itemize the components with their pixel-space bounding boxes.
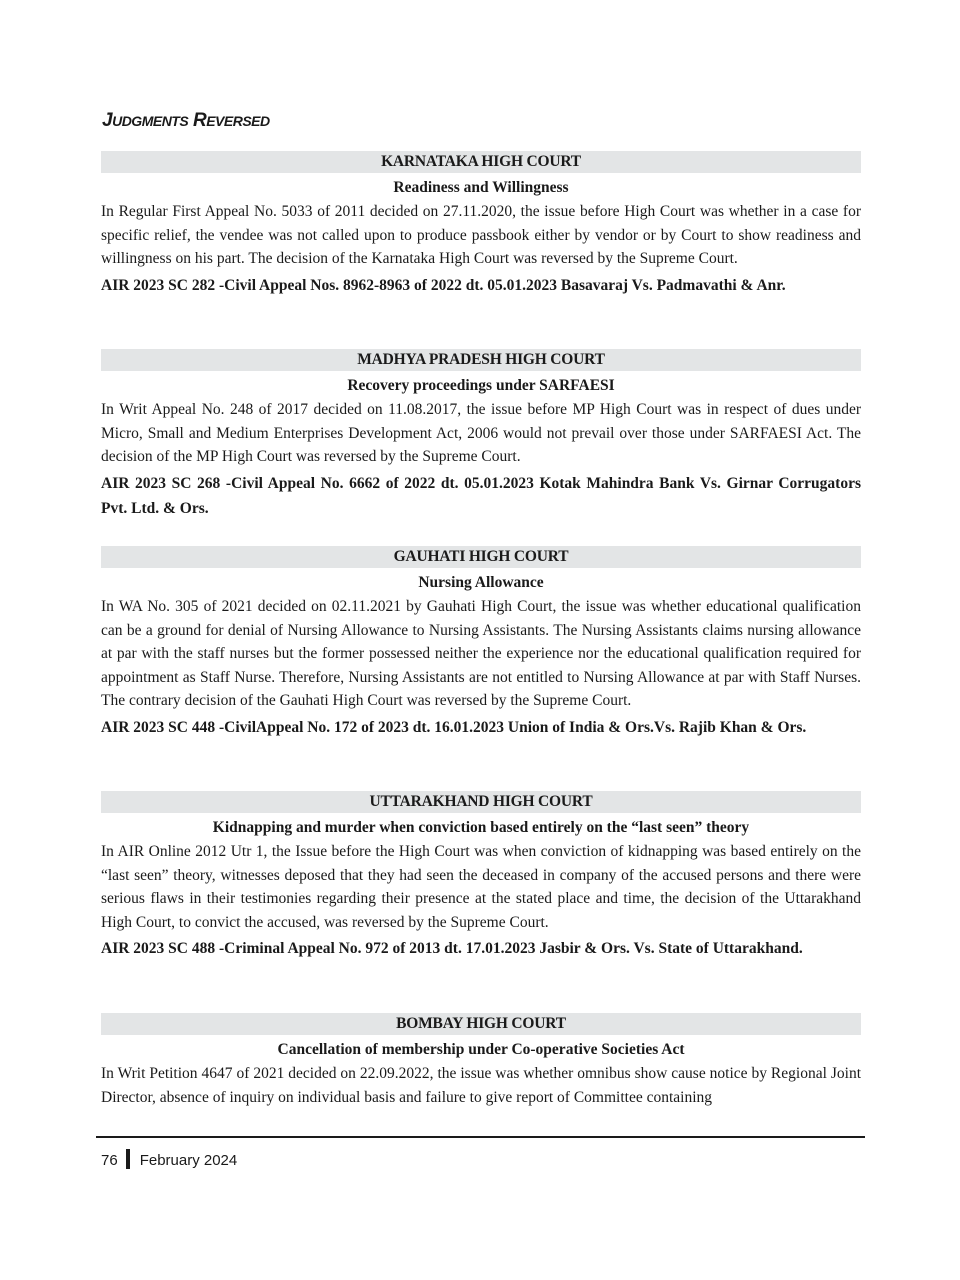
case-summary: In Writ Petition 4647 of 2021 decided on 22.09.2022, the issue was whether omnibus show cause notice by Regional Joint Director, absence of inquiry on individual basis and failure to give report of Committee containing [101, 1065, 861, 1106]
page-title: JUDGMENTS REVERSED [102, 110, 270, 131]
court-heading: MADHYA PRADESH HIGH COURT [101, 349, 861, 371]
section-gauhati [101, 546, 861, 740]
page-number: 76 [101, 1152, 118, 1169]
footer-separator [126, 1149, 130, 1169]
court-heading: KARNATAKA HIGH COURT [101, 151, 861, 173]
section-karnataka [101, 151, 861, 298]
section-bombay [101, 1013, 861, 1109]
case-citation: AIR 2023 SC 448 -CivilAppeal No. 172 of 2023 dt. 16.01.2023 Union of India & Ors.Vs. Rajib Khan & Ors. [101, 718, 807, 736]
topic-heading: Recovery proceedings under SARFAESI [347, 377, 615, 394]
case-citation: AIR 2023 SC 282 -Civil Appeal Nos. 8962-8963 of 2022 dt. 05.01.2023 Basavaraj Vs. Padmavathi & Anr. [101, 276, 786, 294]
page-footer [101, 1150, 237, 1172]
case-citation: AIR 2023 SC 268 -Civil Appeal No. 6662 of 2022 dt. 05.01.2023 Kotak Mahindra Bank Vs. Girnar Corrugators Pvt. Ltd. & Ors. [101, 474, 861, 517]
case-summary: In AIR Online 2012 Utr 1, the Issue before the High Court was when conviction of kidnapping was based entirely on the “last seen” theory, witnesses deposed that they had seen the deceased in company of the accused persons and there were serious flaws in their testimonies regarding their presence at the stated place and time, the decision of the Uttarakhand High Court, to convict the accused, was reversed by the Supreme Court. [101, 843, 861, 931]
court-heading: GAUHATI HIGH COURT [101, 546, 861, 568]
footer-divider [96, 1136, 865, 1138]
case-summary: In WA No. 305 of 2021 decided on 02.11.2021 by Gauhati High Court, the issue was whether educational qualification can be a ground for denial of Nursing Allowance to Nursing Assistants. The Nursing Assistants claims nursing allowance at par with the staff nurses but the former possessed neither the experience nor the educational qualification required for appointment as Staff Nurse. Therefore, Nursing Assistants are not entitled to Nursing Allowance at par with Staff Nurses. The contrary decision of the Gauhati High Court was reversed by the Supreme Court. [101, 598, 861, 710]
case-summary: In Regular First Appeal No. 5033 of 2011 decided on 27.11.2020, the issue before High Court was whether in a case for specific relief, the vendee was not called upon to produce passbook either by vendor or by Court to show readiness and willingness on his part. The decision of the Karnataka High Court was reversed by the Supreme Court. [101, 203, 861, 268]
court-heading: UTTARAKHAND HIGH COURT [101, 791, 861, 813]
case-summary: In Writ Appeal No. 248 of 2017 decided on 11.08.2017, the issue before MP High Court was in respect of dues under Micro, Small and Medium Enterprises Development Act, 2006 would not prevail over those under SARFAESI Act. The decision of the MP High Court was reversed by the Supreme Court. [101, 401, 861, 466]
issue-date: February 2024 [139, 1152, 238, 1169]
case-citation: AIR 2023 SC 488 -Criminal Appeal No. 972 of 2013 dt. 17.01.2023 Jasbir & Ors. Vs. State of Uttarakhand. [101, 940, 803, 958]
section-madhya-pradesh [101, 349, 861, 521]
topic-heading: Kidnapping and murder when conviction based entirely on the “last seen” theory [212, 819, 750, 836]
topic-heading: Readiness and Willingness [393, 179, 569, 196]
section-uttarakhand [101, 791, 861, 961]
court-heading: BOMBAY HIGH COURT [101, 1013, 861, 1035]
topic-heading: Cancellation of membership under Co-operative Societies Act [277, 1041, 685, 1058]
topic-heading: Nursing Allowance [418, 574, 544, 591]
